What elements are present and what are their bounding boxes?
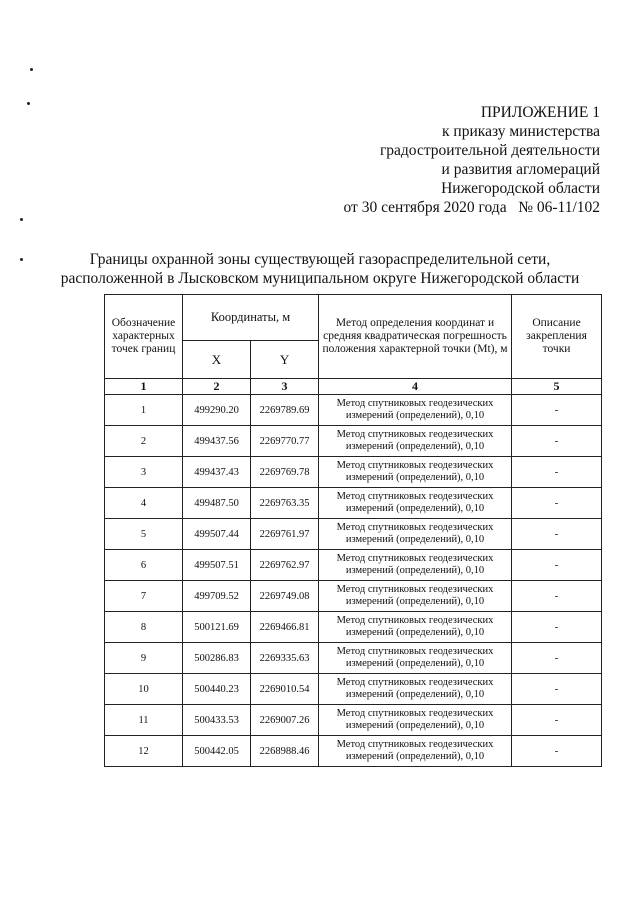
fixing-description: - <box>512 674 602 705</box>
coord-x: 500433.53 <box>183 705 251 736</box>
coord-y: 2269763.35 <box>251 488 319 519</box>
scan-mark <box>30 68 33 71</box>
table-row <box>105 705 602 736</box>
table-row <box>105 426 602 457</box>
point-number: 10 <box>105 674 183 705</box>
col-number: 3 <box>251 379 319 395</box>
header-desc: Описание закрепления точки <box>512 295 602 379</box>
header-y: Y <box>251 341 319 379</box>
header-method: Метод определения координат и средняя квадратическая погрешность положения характерной точки (Mt), м <box>319 295 512 379</box>
title-line: Границы охранной зоны существующей газораспределительной сети, <box>89 251 551 268</box>
col-number: 4 <box>319 379 512 395</box>
point-number: 4 <box>105 488 183 519</box>
coord-x: 499487.50 <box>183 488 251 519</box>
fixing-description: - <box>512 395 602 426</box>
table-row <box>105 612 602 643</box>
appendix-title: ПРИЛОЖЕНИЕ 1 <box>480 104 600 121</box>
fixing-description: - <box>512 550 602 581</box>
fixing-description: - <box>512 705 602 736</box>
fixing-description: - <box>512 736 602 767</box>
coord-y: 2269010.54 <box>251 674 319 705</box>
fixing-description: - <box>512 488 602 519</box>
coord-x: 500286.83 <box>183 643 251 674</box>
fixing-description: - <box>512 457 602 488</box>
coord-y: 2269749.08 <box>251 581 319 612</box>
col-number: 5 <box>512 379 602 395</box>
method-cell: Метод спутниковых геодезических измерений (определений), 0,10 <box>319 643 512 674</box>
title-line: расположенной в Лысковском муниципальном округе Нижегородской области <box>60 270 580 287</box>
point-number: 9 <box>105 643 183 674</box>
fixing-description: - <box>512 519 602 550</box>
table-row <box>105 736 602 767</box>
coord-y: 2269761.97 <box>251 519 319 550</box>
coord-x: 499437.56 <box>183 426 251 457</box>
col-number: 2 <box>183 379 251 395</box>
header-x: X <box>183 341 251 379</box>
fixing-description: - <box>512 426 602 457</box>
method-cell: Метод спутниковых геодезических измерений (определений), 0,10 <box>319 457 512 488</box>
coord-x: 499290.20 <box>183 395 251 426</box>
table-row <box>105 674 602 705</box>
point-number: 11 <box>105 705 183 736</box>
scan-mark <box>27 102 30 105</box>
point-number: 12 <box>105 736 183 767</box>
method-cell: Метод спутниковых геодезических измерений (определений), 0,10 <box>319 674 512 705</box>
coord-x: 499437.43 <box>183 457 251 488</box>
fixing-description: - <box>512 643 602 674</box>
method-cell: Метод спутниковых геодезических измерений (определений), 0,10 <box>319 395 512 426</box>
coordinates-table <box>104 294 602 767</box>
header-coords: Координаты, м <box>183 295 319 341</box>
appendix-line: к приказу министерства <box>442 123 600 140</box>
coord-y: 2269762.97 <box>251 550 319 581</box>
appendix-line: и развития агломераций <box>441 161 600 178</box>
coord-y: 2269770.77 <box>251 426 319 457</box>
appendix-block <box>344 103 601 217</box>
method-cell: Метод спутниковых геодезических измерений (определений), 0,10 <box>319 736 512 767</box>
coord-x: 500442.05 <box>183 736 251 767</box>
coord-y: 2269769.78 <box>251 457 319 488</box>
point-number: 6 <box>105 550 183 581</box>
coord-y: 2269466.81 <box>251 612 319 643</box>
method-cell: Метод спутниковых геодезических измерений (определений), 0,10 <box>319 581 512 612</box>
point-number: 1 <box>105 395 183 426</box>
coord-x: 499709.52 <box>183 581 251 612</box>
method-cell: Метод спутниковых геодезических измерений (определений), 0,10 <box>319 519 512 550</box>
scan-mark <box>20 218 23 221</box>
method-cell: Метод спутниковых геодезических измерений (определений), 0,10 <box>319 488 512 519</box>
fixing-description: - <box>512 612 602 643</box>
fixing-description: - <box>512 581 602 612</box>
coord-x: 500121.69 <box>183 612 251 643</box>
coord-y: 2269789.69 <box>251 395 319 426</box>
col-number: 1 <box>105 379 183 395</box>
table-row <box>105 457 602 488</box>
point-number: 5 <box>105 519 183 550</box>
appendix-date: от 30 сентября 2020 года № 06-11/102 <box>343 199 600 216</box>
coord-x: 499507.51 <box>183 550 251 581</box>
coord-y: 2269335.63 <box>251 643 319 674</box>
method-cell: Метод спутниковых геодезических измерений (определений), 0,10 <box>319 426 512 457</box>
table-row <box>105 488 602 519</box>
header-point: Обозначение характерных точек границ <box>105 295 183 379</box>
method-cell: Метод спутниковых геодезических измерений (определений), 0,10 <box>319 612 512 643</box>
table-row <box>105 395 602 426</box>
table-row <box>105 643 602 674</box>
coord-y: 2269007.26 <box>251 705 319 736</box>
document-title <box>0 250 640 288</box>
method-cell: Метод спутниковых геодезических измерений (определений), 0,10 <box>319 550 512 581</box>
table-row <box>105 581 602 612</box>
appendix-line: градостроительной деятельности <box>379 142 600 159</box>
point-number: 8 <box>105 612 183 643</box>
coord-x: 500440.23 <box>183 674 251 705</box>
coord-y: 2268988.46 <box>251 736 319 767</box>
point-number: 7 <box>105 581 183 612</box>
method-cell: Метод спутниковых геодезических измерений (определений), 0,10 <box>319 705 512 736</box>
point-number: 2 <box>105 426 183 457</box>
table-row <box>105 550 602 581</box>
point-number: 3 <box>105 457 183 488</box>
table-row <box>105 519 602 550</box>
appendix-line: Нижегородской области <box>441 180 600 197</box>
coord-x: 499507.44 <box>183 519 251 550</box>
